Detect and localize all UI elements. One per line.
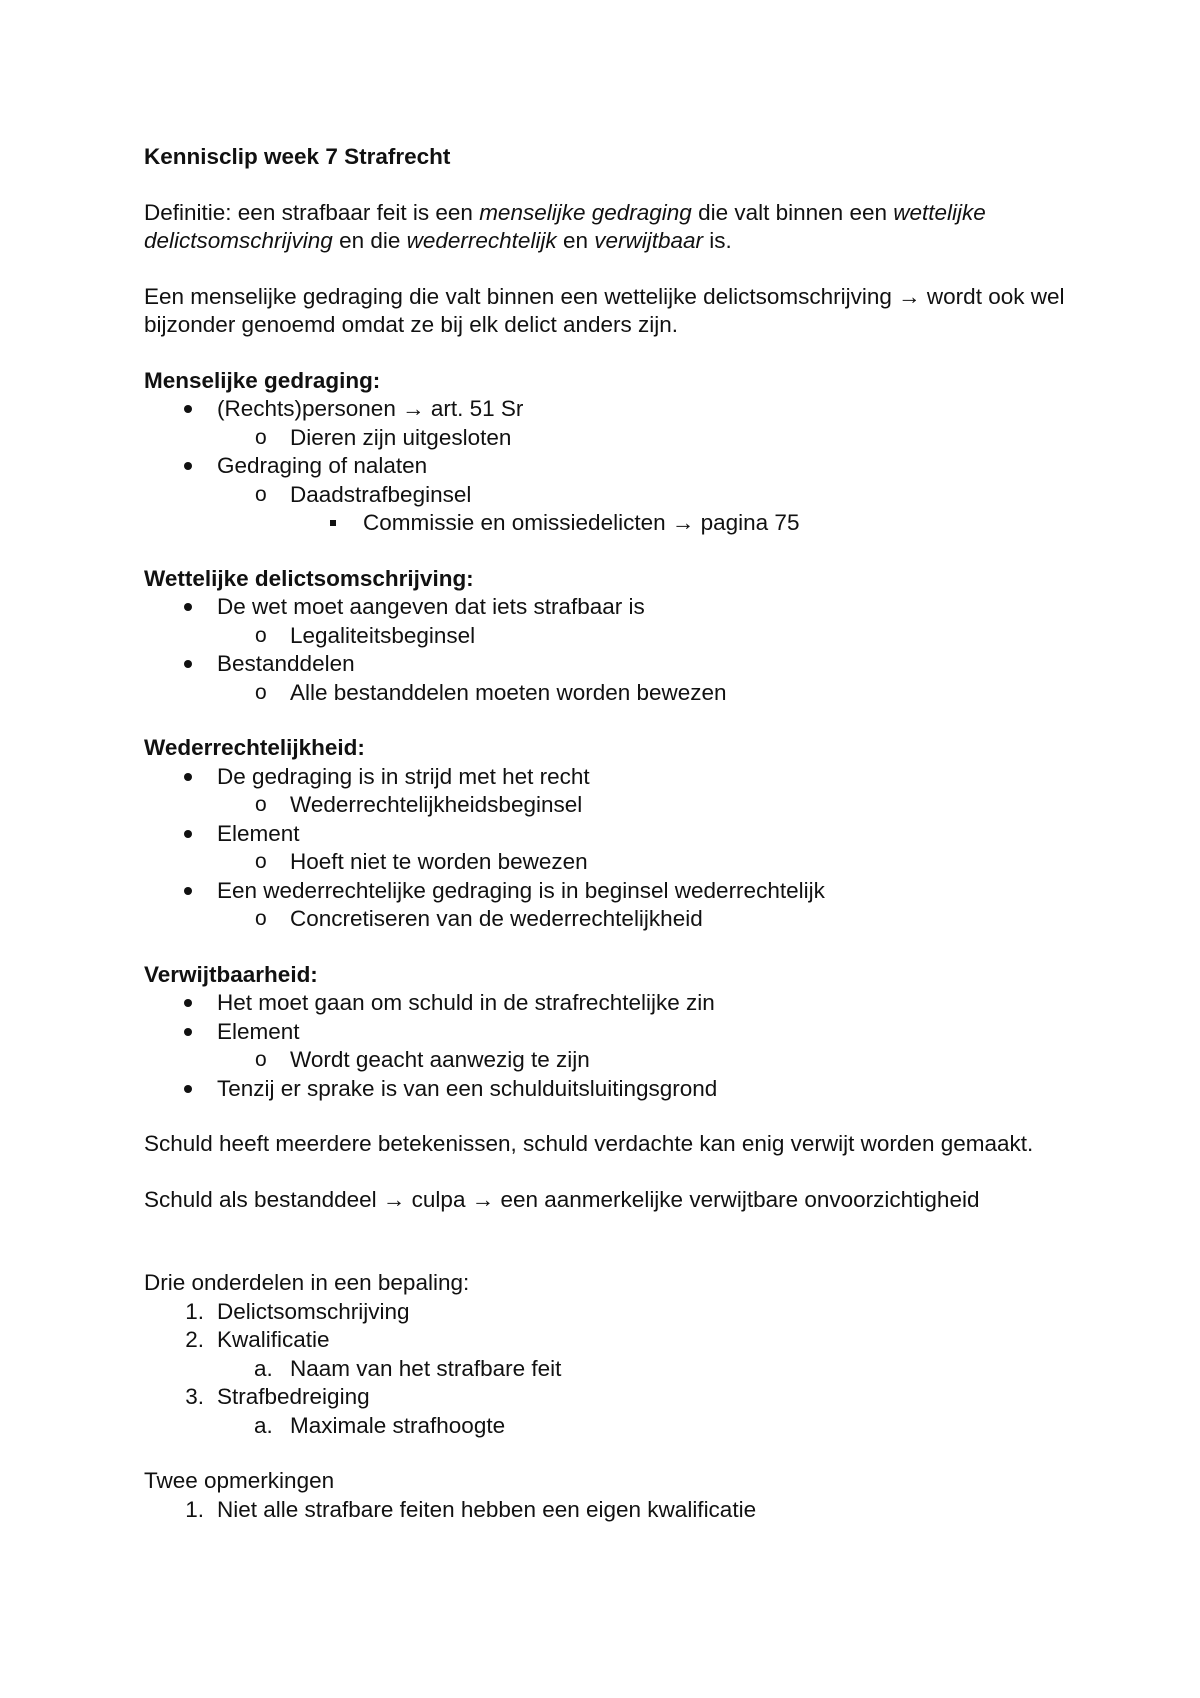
section-drie-onderdelen bbox=[144, 1269, 1084, 1440]
list-number: 2. bbox=[185, 1327, 204, 1352]
list-item: Tenzij er sprake is van een schulduitsluitingsgrond bbox=[144, 1075, 1084, 1104]
section-twee-opmerkingen bbox=[144, 1467, 1084, 1524]
list-item: o Dieren zijn uitgesloten bbox=[144, 424, 1084, 453]
list-letter: a. bbox=[254, 1412, 273, 1438]
bullet-icon bbox=[184, 1028, 192, 1036]
circle-bullet-icon: o bbox=[255, 1048, 267, 1071]
square-bullet-icon bbox=[330, 520, 336, 526]
arrow-icon: → bbox=[898, 283, 921, 309]
section-wettelijke-delictsomschrijving bbox=[144, 565, 1084, 708]
list-item: Het moet gaan om schuld in de strafrechtelijke zin bbox=[144, 989, 1084, 1018]
bullet-icon bbox=[184, 830, 192, 838]
list-item: 3. Strafbedreiging bbox=[144, 1383, 1084, 1412]
list-item: Element bbox=[144, 820, 1084, 849]
circle-bullet-icon: o bbox=[255, 907, 267, 930]
list-number: 1. bbox=[185, 1298, 204, 1324]
bullet-icon bbox=[184, 887, 192, 895]
document-page bbox=[144, 143, 1084, 1524]
list-item: o Hoeft niet te worden bewezen bbox=[144, 848, 1084, 877]
list-item: Element bbox=[144, 1018, 1084, 1047]
bullet-icon bbox=[184, 462, 192, 470]
spacer bbox=[144, 1241, 1084, 1269]
section-verwijtbaarheid bbox=[144, 961, 1084, 1104]
circle-bullet-icon: o bbox=[255, 680, 267, 704]
list-item: Bestanddelen bbox=[144, 650, 1084, 679]
section-heading: Wederrechtelijkheid: bbox=[144, 735, 365, 760]
bullet-icon bbox=[184, 1085, 192, 1093]
bullet-icon bbox=[184, 405, 192, 413]
list-item: 2. Kwalificatie bbox=[144, 1326, 1084, 1355]
section-heading: Verwijtbaarheid: bbox=[144, 961, 318, 987]
document-title: Kennisclip week 7 Strafrecht bbox=[144, 144, 451, 169]
schuld-paragraph: Schuld heeft meerdere betekenissen, schuld verdachte kan enig verwijt worden gemaakt. bbox=[144, 1131, 1034, 1156]
section-menselijke-gedraging bbox=[144, 367, 1084, 538]
circle-bullet-icon: o bbox=[255, 850, 267, 873]
list-item: a. Naam van het strafbare feit bbox=[144, 1355, 1084, 1384]
list-number: 3. bbox=[185, 1384, 204, 1409]
intro-paragraph: Een menselijke gedraging die valt binnen een wettelijke delictsomschrijving → wordt ook wel bijzonder genoemd omdat ze bij elk delict anders zijn. bbox=[144, 283, 1065, 337]
list-letter: a. bbox=[254, 1355, 273, 1381]
definition-paragraph: Definitie: een strafbaar feit is een menselijke gedraging die valt binnen een wettelijke delictsomschrijving en die wederrechtelijk en verwijtbaar is. bbox=[144, 199, 986, 253]
schuld-bestanddeel-paragraph: Schuld als bestanddeel → culpa → een aanmerkelijke verwijtbare onvoorzichtigheid bbox=[144, 1186, 980, 1212]
list-item: 1. Niet alle strafbare feiten hebben een eigen kwalificatie bbox=[144, 1496, 1084, 1525]
list-item: De gedraging is in strijd met het recht bbox=[144, 763, 1084, 792]
list-item: a. Maximale strafhoogte bbox=[144, 1412, 1084, 1441]
list-item: Commissie en omissiedelicten → pagina 75 bbox=[144, 509, 1084, 538]
list-item: o Wordt geacht aanwezig te zijn bbox=[144, 1046, 1084, 1075]
list-item: o Legaliteitsbeginsel bbox=[144, 622, 1084, 651]
bullet-icon bbox=[184, 603, 192, 611]
list-item: De wet moet aangeven dat iets strafbaar is bbox=[144, 593, 1084, 622]
list-item: o Alle bestanddelen moeten worden bewezen bbox=[144, 679, 1084, 708]
circle-bullet-icon: o bbox=[255, 482, 267, 506]
section-heading: Menselijke gedraging: bbox=[144, 367, 381, 393]
bullet-icon bbox=[184, 773, 192, 781]
list-intro: Twee opmerkingen bbox=[144, 1468, 335, 1493]
section-heading: Wettelijke delictsomschrijving: bbox=[144, 565, 474, 591]
section-wederrechtelijkheid bbox=[144, 734, 1084, 934]
list-item: o Wederrechtelijkheidsbeginsel bbox=[144, 791, 1084, 820]
list-intro: Drie onderdelen in een bepaling: bbox=[144, 1270, 470, 1295]
circle-bullet-icon: o bbox=[255, 425, 267, 449]
list-number: 1. bbox=[185, 1496, 204, 1522]
arrow-icon: → bbox=[402, 396, 425, 421]
circle-bullet-icon: o bbox=[255, 793, 267, 816]
arrow-icon: → bbox=[471, 1186, 495, 1212]
list-item: (Rechts)personen → art. 51 Sr bbox=[144, 395, 1084, 424]
circle-bullet-icon: o bbox=[255, 623, 267, 647]
arrow-icon: → bbox=[382, 1186, 406, 1212]
list-item: o Concretiseren van de wederrechtelijkheid bbox=[144, 905, 1084, 934]
list-item: Een wederrechtelijke gedraging is in beginsel wederrechtelijk bbox=[144, 877, 1084, 906]
arrow-icon: → bbox=[671, 510, 695, 535]
bullet-icon bbox=[184, 660, 192, 668]
list-item: Gedraging of nalaten bbox=[144, 452, 1084, 481]
list-item: 1. Delictsomschrijving bbox=[144, 1298, 1084, 1327]
bullet-icon bbox=[184, 999, 192, 1007]
list-item: o Daadstrafbeginsel bbox=[144, 481, 1084, 510]
